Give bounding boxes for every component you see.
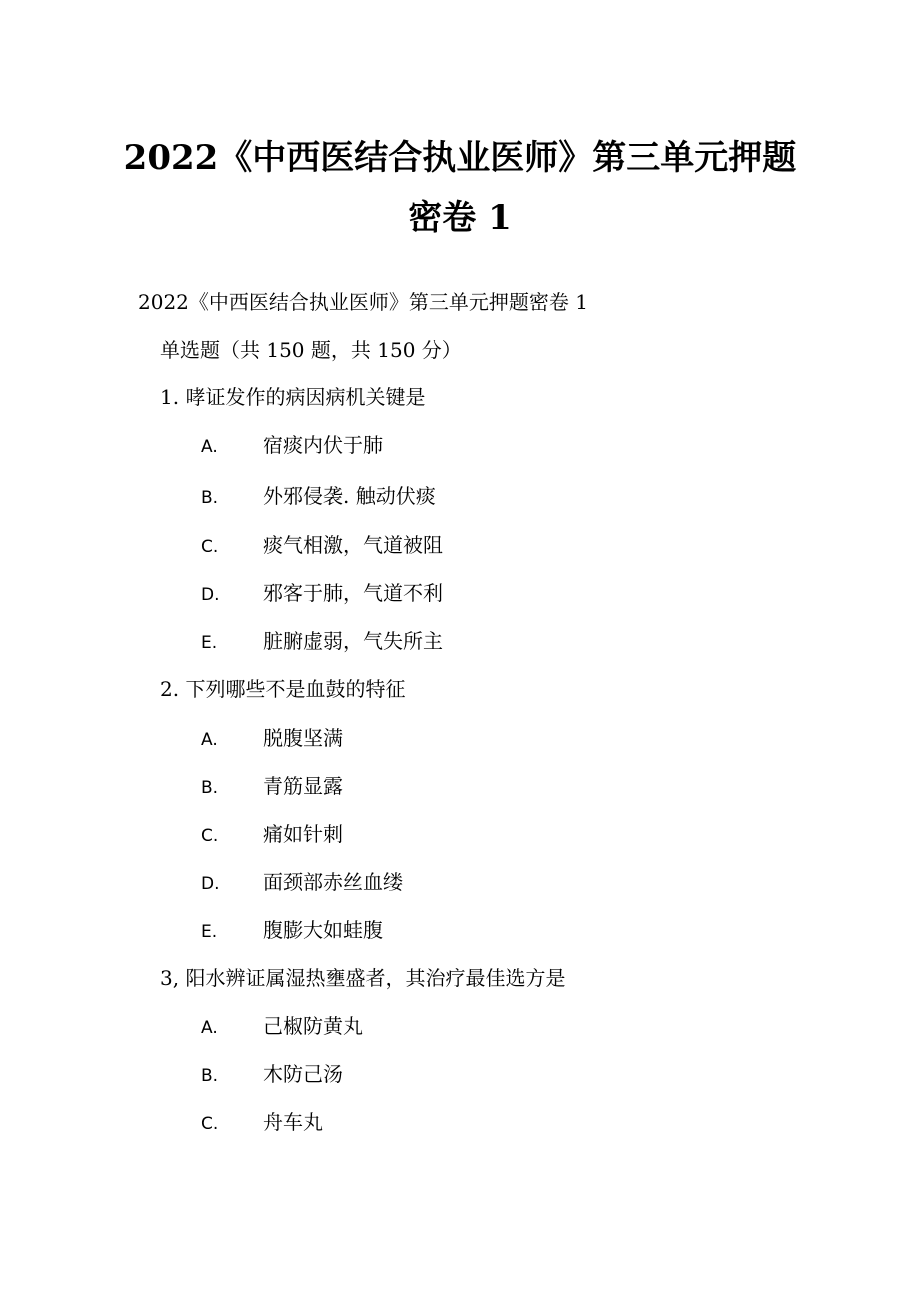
question-2-option-b	[201, 773, 343, 799]
option-text: 面颈部赤丝血缕	[263, 870, 403, 894]
option-letter: B.	[201, 488, 219, 508]
question-1-option-d	[201, 580, 443, 606]
option-text: 己椒防黄丸	[263, 1014, 363, 1038]
question-1-option-e	[201, 628, 443, 654]
option-letter: A.	[201, 437, 218, 457]
option-text: 脏腑虚弱，气失所主	[263, 629, 443, 653]
question-1-option-c	[201, 532, 443, 558]
question-1-option-b	[201, 483, 436, 509]
option-text: 邪客于肺，气道不利	[263, 581, 443, 605]
option-letter: C.	[201, 1114, 219, 1134]
document-title-line1: 2022《中西医结合执业医师》第三单元押题	[123, 138, 797, 178]
option-text: 木防己汤	[263, 1062, 343, 1086]
question-2-option-e	[201, 917, 383, 943]
question-2-option-a	[201, 725, 343, 751]
question-3-option-b	[201, 1061, 343, 1087]
option-letter: A.	[201, 1018, 218, 1038]
option-letter: E.	[201, 922, 218, 942]
option-letter: D.	[201, 585, 220, 605]
option-letter: A.	[201, 730, 218, 750]
section-heading: 单选题（共 150 题，共 150 分）	[160, 338, 462, 362]
question-3-option-c	[201, 1109, 323, 1135]
document-title-line2: 密卷 1	[408, 198, 512, 238]
option-text: 青筋显露	[263, 774, 343, 798]
question-1-stem: 1. 哮证发作的病因病机关键是	[160, 385, 426, 409]
option-text: 痛如针刺	[263, 822, 343, 846]
option-text: 脱腹坚满	[263, 726, 343, 750]
option-letter: E.	[201, 633, 218, 653]
option-text: 外邪侵袭. 触动伏痰	[263, 484, 436, 508]
question-3-stem: 3, 阳水辨证属湿热壅盛者，其治疗最佳选方是	[160, 966, 566, 990]
question-3-option-a	[201, 1013, 363, 1039]
option-letter: D.	[201, 874, 220, 894]
question-2-option-d	[201, 869, 403, 895]
option-letter: B.	[201, 778, 219, 798]
option-text: 舟车丸	[263, 1110, 323, 1134]
option-text: 痰气相激，气道被阻	[263, 533, 443, 557]
document-subtitle: 2022《中西医结合执业医师》第三单元押题密卷 1	[138, 290, 588, 314]
option-letter: B.	[201, 1066, 219, 1086]
question-2-stem: 2. 下列哪些不是血鼓的特征	[160, 677, 406, 701]
option-text: 腹膨大如蛙腹	[263, 918, 383, 942]
option-letter: C.	[201, 537, 219, 557]
option-letter: C.	[201, 826, 219, 846]
option-text: 宿痰内伏于肺	[263, 433, 383, 457]
question-1-option-a	[201, 432, 383, 458]
question-2-option-c	[201, 821, 343, 847]
